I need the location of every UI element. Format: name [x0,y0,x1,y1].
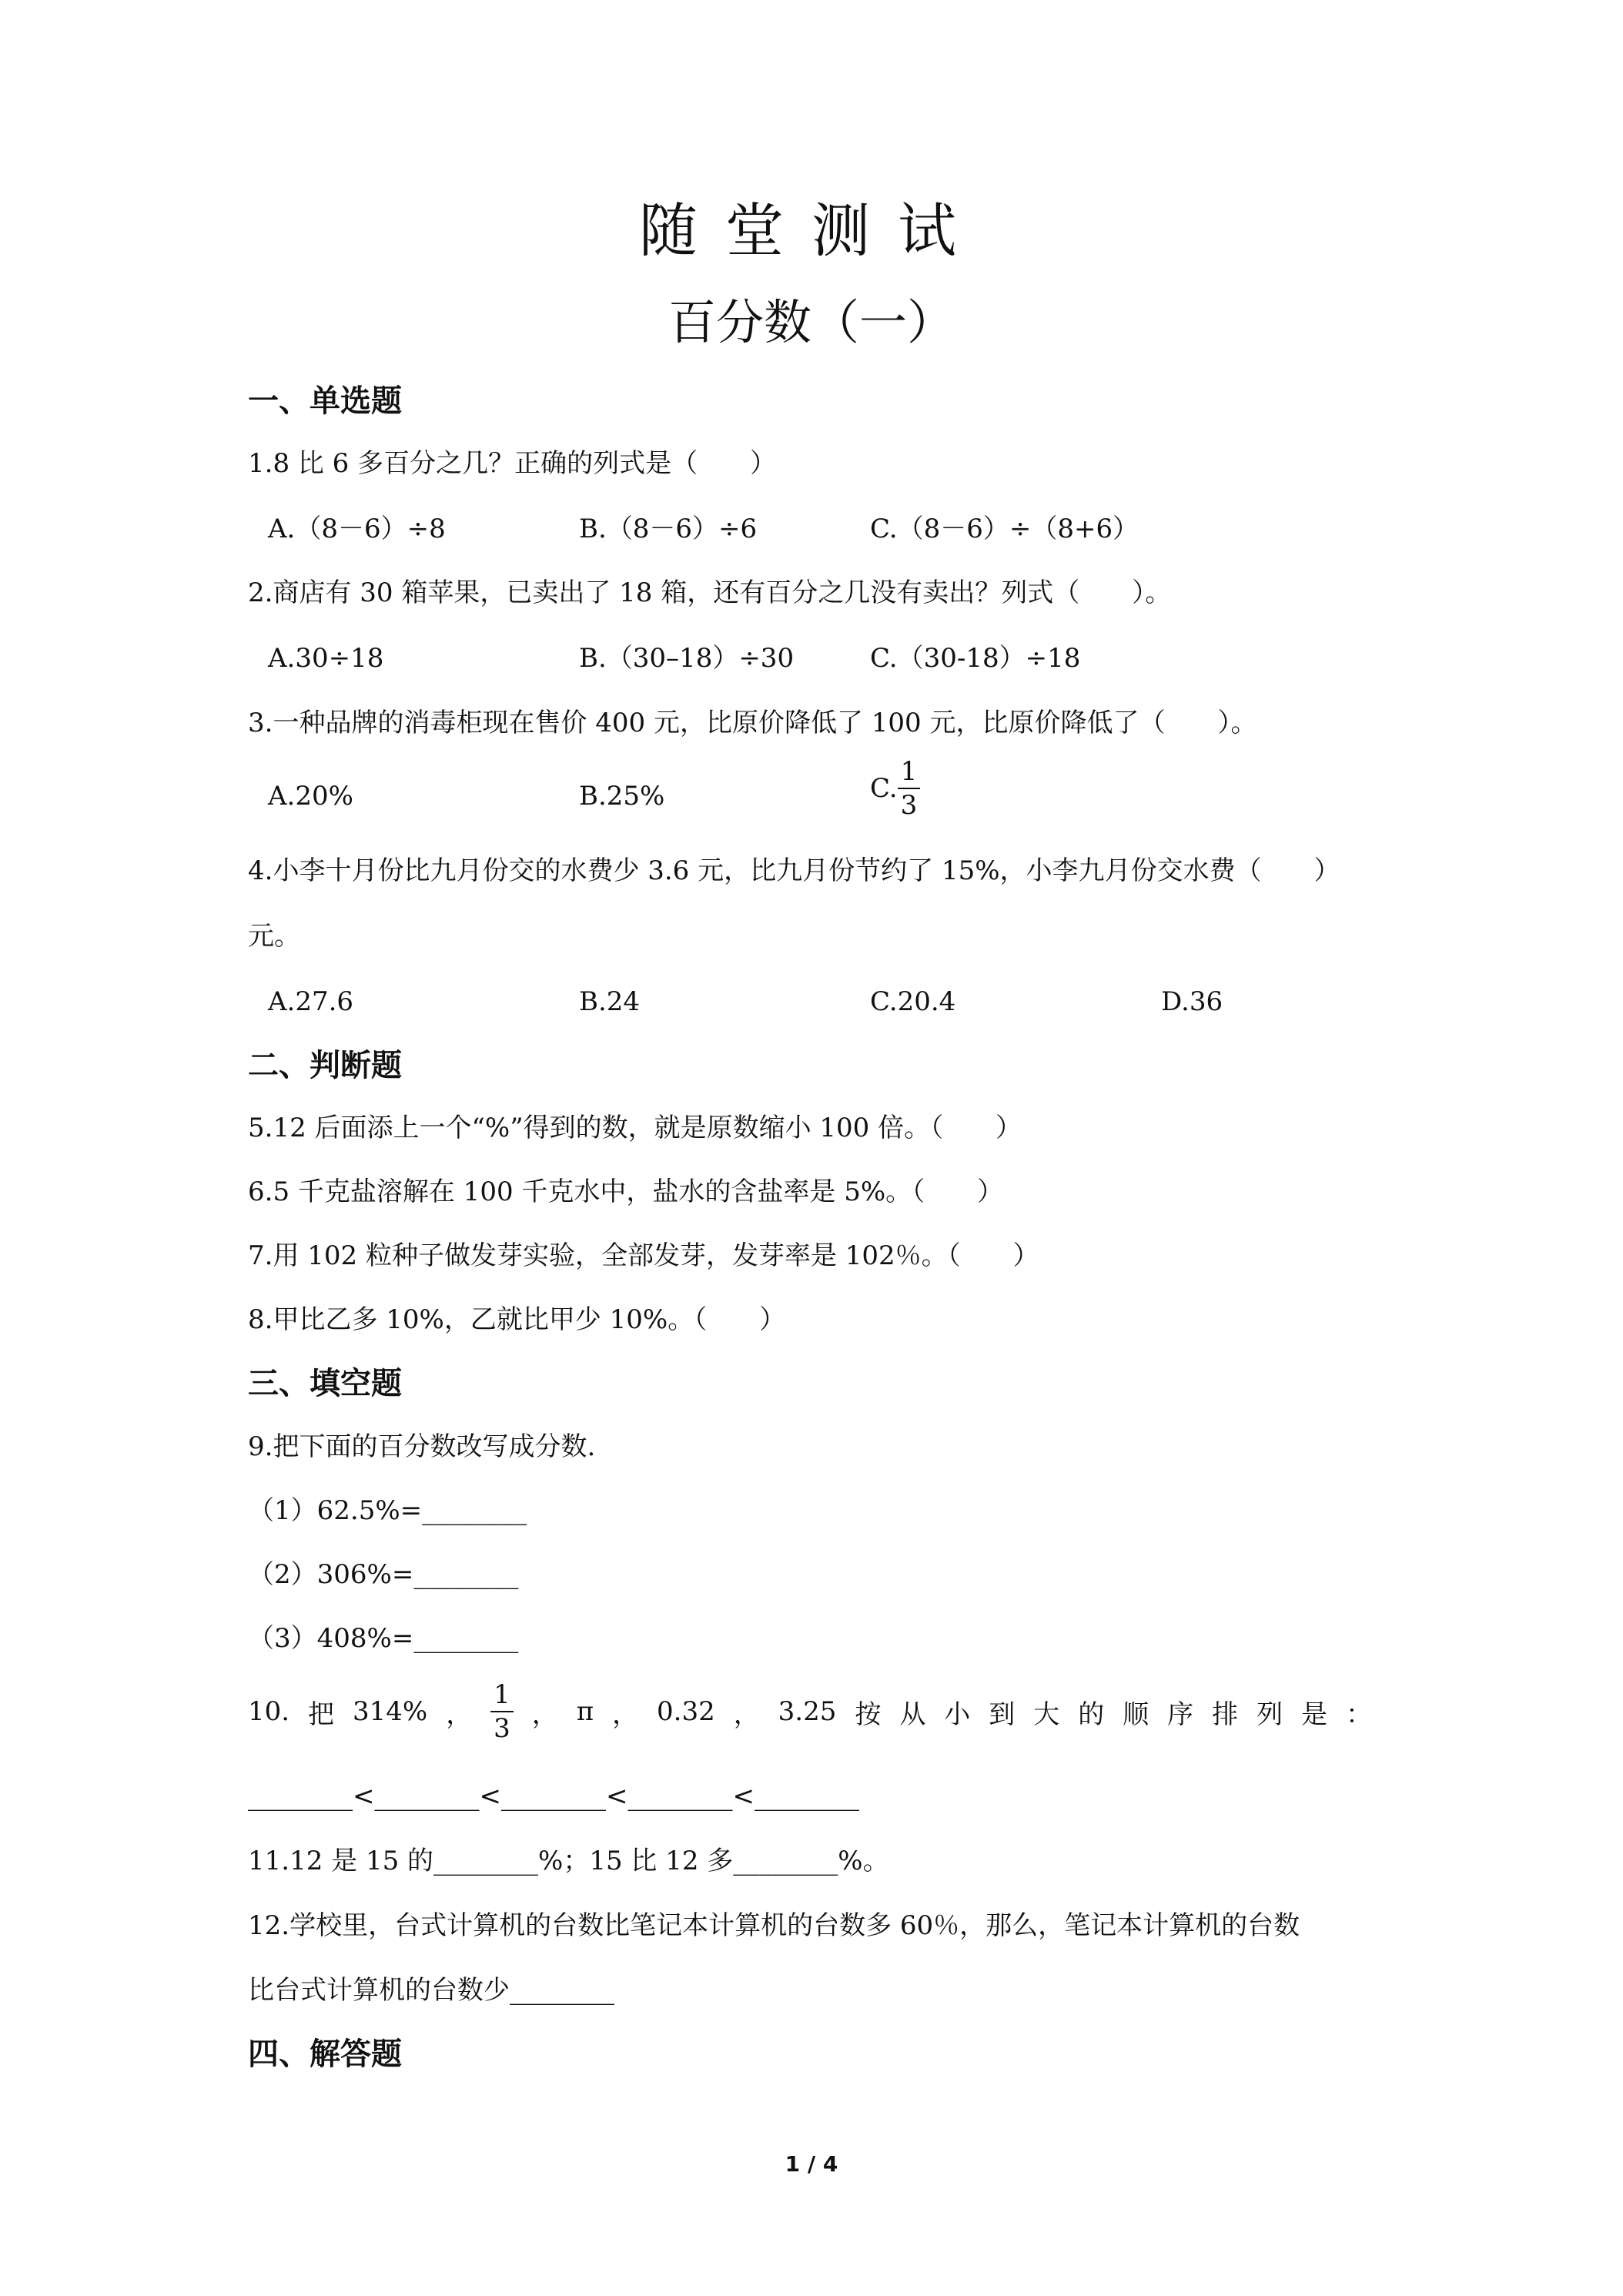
q10-token: 小 [944,1699,971,1730]
section-heading-true-false: 二、判断题 [248,1048,402,1083]
question-12: 12.学校里，台式计算机的台数比笔记本计算机的台数多 60％，那么，笔记本计算机的台数 [248,1910,1300,1941]
q4-option-b: B.24 [579,986,641,1017]
question-5: 5.12 后面添上一个“%”得到的数，就是原数缩小 100 倍。（ ） [248,1113,1022,1143]
q10-token: ， [733,1699,760,1730]
q10-token: ， [531,1699,558,1730]
section-heading-answer: 四、解答题 [248,2037,402,2072]
q10-token: 大 [1033,1699,1060,1730]
q10-token: 把 [308,1699,335,1730]
q3-option-c-fraction [898,756,921,821]
page-number: 1 / 4 [785,2151,838,2177]
q1-option-c: C.（8－6）÷（8+6） [870,514,1139,544]
q9-part-2: （2）306%=________ [248,1559,519,1590]
question-3: 3.一种品牌的消毒柜现在售价 400 元，比原价降低了 100 元，比原价降低了（ ）。 [248,708,1257,738]
q10-token: 到 [989,1699,1016,1730]
q4-option-d: D.36 [1161,986,1223,1017]
page-title: 随堂测试 [639,196,984,265]
question-8: 8.甲比乙多 10%，乙就比甲少 10%。（ ） [248,1304,786,1335]
q10-fraction [490,1679,514,1744]
question-10 [248,1677,1372,1746]
q3-option-c-label: C. [870,773,898,804]
q10-token: 排 [1212,1699,1239,1730]
q4-option-c: C.20.4 [870,986,956,1017]
question-9: 9.把下面的百分数改写成分数. [248,1431,596,1462]
question-4-continued: 元。 [248,921,300,952]
question-4: 4.小李十月份比九月份交的水费少 3.6 元，比九月份节约了 15%，小李九月份交水费（ ） [248,855,1340,886]
fraction-denominator: 3 [900,790,918,821]
q10-token: ， [612,1699,639,1730]
q10-token: 列 [1257,1699,1283,1730]
question-1: 1.8 比 6 多百分之几？正确的列式是（ ） [248,448,777,479]
question-6: 6.5 千克盐溶解在 100 千克水中，盐水的含盐率是 5%。（ ） [248,1176,1004,1207]
q3-option-c [870,756,920,821]
question-12-continued: 比台式计算机的台数少________ [248,1975,614,2006]
page-subtitle: 百分数（一） [668,294,955,350]
q10-token: 314% [353,1696,428,1727]
q10-token: π [576,1696,594,1727]
q1-option-a: A.（8－6）÷8 [268,514,446,544]
q2-option-a: A.30÷18 [268,643,384,674]
q10-token: 按 [855,1699,882,1730]
q3-option-a: A.20% [268,781,353,812]
q10-token: 3.25 [778,1696,837,1727]
q10-token: 序 [1167,1699,1194,1730]
section-heading-single-choice: 一、单选题 [248,383,402,419]
question-7: 7.用 102 粒种子做发芽实验，全部发芽，发芽率是 102％。（ ） [248,1240,1039,1271]
q2-option-b: B.（30–18）÷30 [579,643,795,674]
q10-token: 是 [1301,1699,1328,1730]
section-heading-fill-blank: 三、填空题 [248,1366,402,1401]
q2-option-c: C.（30-18）÷18 [870,643,1081,674]
q1-option-b: B.（8－6）÷6 [579,514,758,544]
q9-part-3: （3）408%=________ [248,1623,519,1654]
q10-token: 从 [899,1699,926,1730]
q3-option-b: B.25% [579,781,665,812]
q10-token: ： [1346,1699,1372,1730]
q10-token: ， [446,1699,473,1730]
question-11: 11.12 是 15 的________%；15 比 12 多________%。 [248,1846,889,1876]
q10-token: 0.32 [657,1696,715,1727]
q10-token: 10. [248,1696,290,1727]
q4-option-a: A.27.6 [268,986,354,1017]
q9-part-1: （1）62.5%=________ [248,1495,527,1526]
question-2: 2.商店有 30 箱苹果，已卖出了 18 箱，还有百分之几没有卖出？列式（ ）。 [248,577,1172,608]
fraction-denominator: 3 [494,1713,510,1744]
q10-token: 顺 [1123,1699,1149,1730]
question-10-blanks: ________<________<________<________<________ [248,1781,859,1812]
fraction-numerator: 1 [490,1682,514,1712]
fraction-numerator: 1 [898,758,921,789]
q10-token: 的 [1078,1699,1105,1730]
